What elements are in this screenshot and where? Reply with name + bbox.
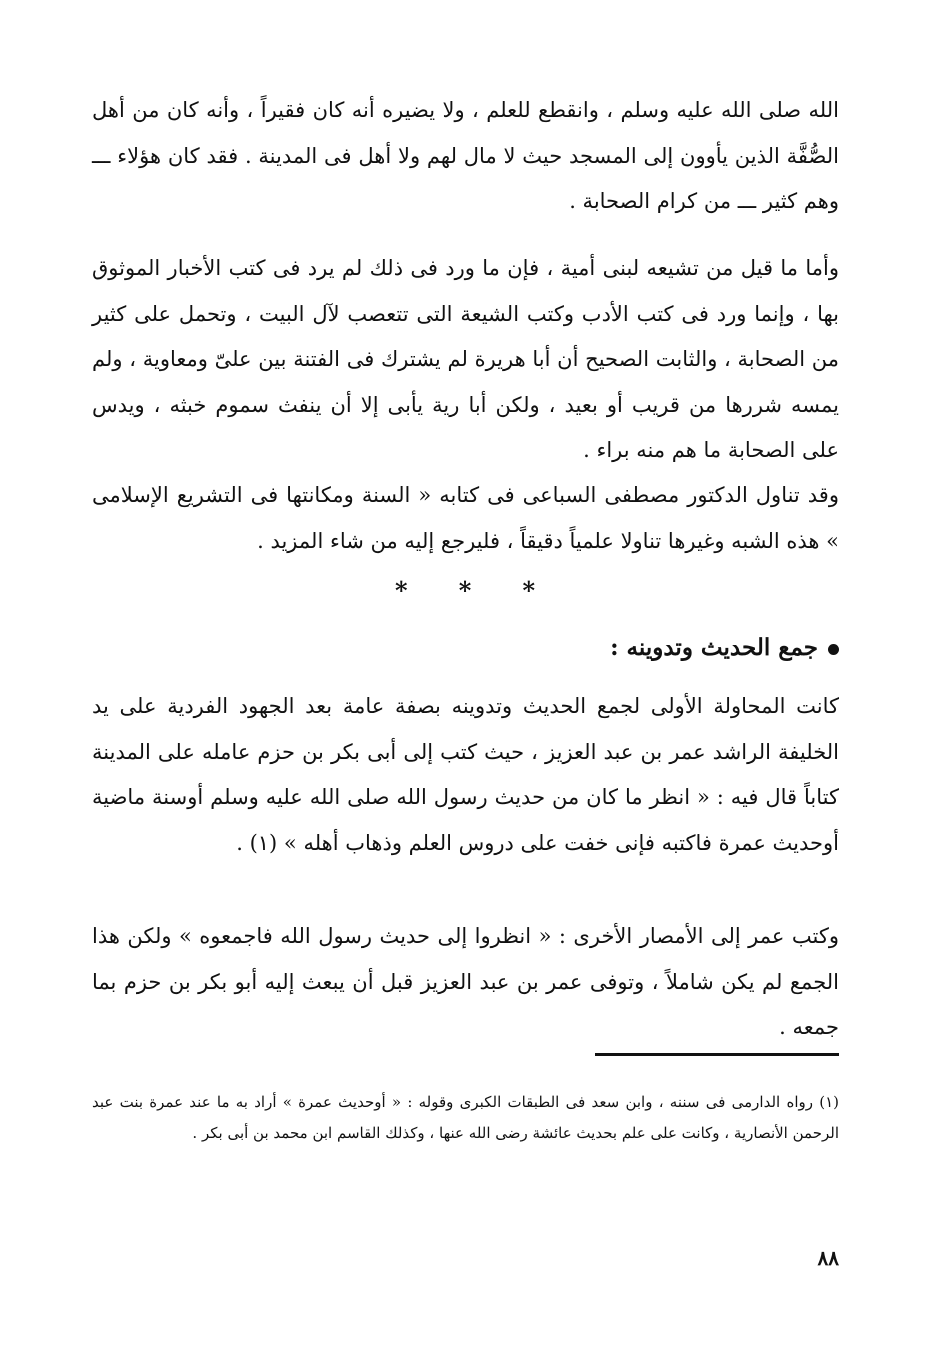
section-heading [610, 626, 839, 670]
paragraph-5: وكتب عمر إلى الأمصار الأخرى : « انظروا إلى حديث رسول الله فاجمعوه » ولكن هذا الجمع لم يكن شاملاً ، وتوفى عمر بن عبد العزيز قبل أن يبعث إليه أبو بكر بن حزم بما جمعه . [92, 924, 839, 1040]
separator-star: * [522, 576, 535, 605]
paragraph-3: وقد تناول الدكتور مصطفى السباعى فى كتابه « السنة ومكانتها فى التشريع الإسلامى » هذه الشبه وغيرها تناولا علمياً دقيقاً ، فليرجع إليه من شاء المزيد . [92, 483, 839, 553]
page-number: ٨٨ [817, 1246, 839, 1270]
separator-star: * [458, 576, 472, 605]
paragraph-4: كانت المحاولة الأولى لجمع الحديث وتدوينه بصفة عامة بعد الجهود الفردية على يد الخليفة الراشد عمر بن عبد العزيز ، حيث كتب إلى أبى بكر بن حزم عامله على المدينة كتاباً قال فيه : « انظر ما كان من حديث رسول الله صلى الله عليه وسلم أوسنة ماضية أوحديث عمرة فاكتبه فإنى خفت على دروس العلم وذهاب أهله » (١) . [92, 694, 839, 855]
section-heading-text: جمع الحديث وتدوينه : [610, 634, 818, 661]
paragraph-2: وأما ما قيل من تشيعه لبنى أمية ، فإن ما ورد فى ذلك لم يرد فى كتب الأخبار الموثوق بها ، وإنما ورد فى كتب الأدب وكتب الشيعة التى تتعصب لآل البيت ، وتحمل على كثير من الصحابة ، والثابت الصحيح أن أبا هريرة لم يشترك فى الفتنة بين علىّ ومعاوية ، ولم يمسه شررها من قريب أو بعيد ، ولكن أبا رية يأبى إلا أن ينفث سموم خبثه ، ويدس على الصحابة ما هم منه براء . [92, 256, 839, 463]
section-separator [395, 576, 535, 606]
footnote-divider [595, 1053, 839, 1056]
footnote: (١) رواه الدارمى فى سننه ، وابن سعد فى الطبقات الكبرى وقوله : « أوحديث عمرة » أراد به ما عند عمرة بنت عبد الرحمن الأنصارية ، وكانت على علم بحديث عائشة رضى الله عنها ، وكذلك القاسم ابن محمد بن أبى بكر . [92, 1093, 839, 1142]
bullet-icon [828, 644, 839, 655]
separator-star: * [395, 576, 408, 605]
paragraph-1: الله صلى الله عليه وسلم ، وانقطع للعلم ، ولا يضيره أنه كان فقيراً ، وأنه كان من أهل الصُّفَّة الذين يأوون إلى المسجد حيث لا مال لهم ولا أهل فى المدينة . فقد كان هؤلاء ـــ وهم كثير ـــ من كرام الصحابة . [92, 98, 839, 214]
